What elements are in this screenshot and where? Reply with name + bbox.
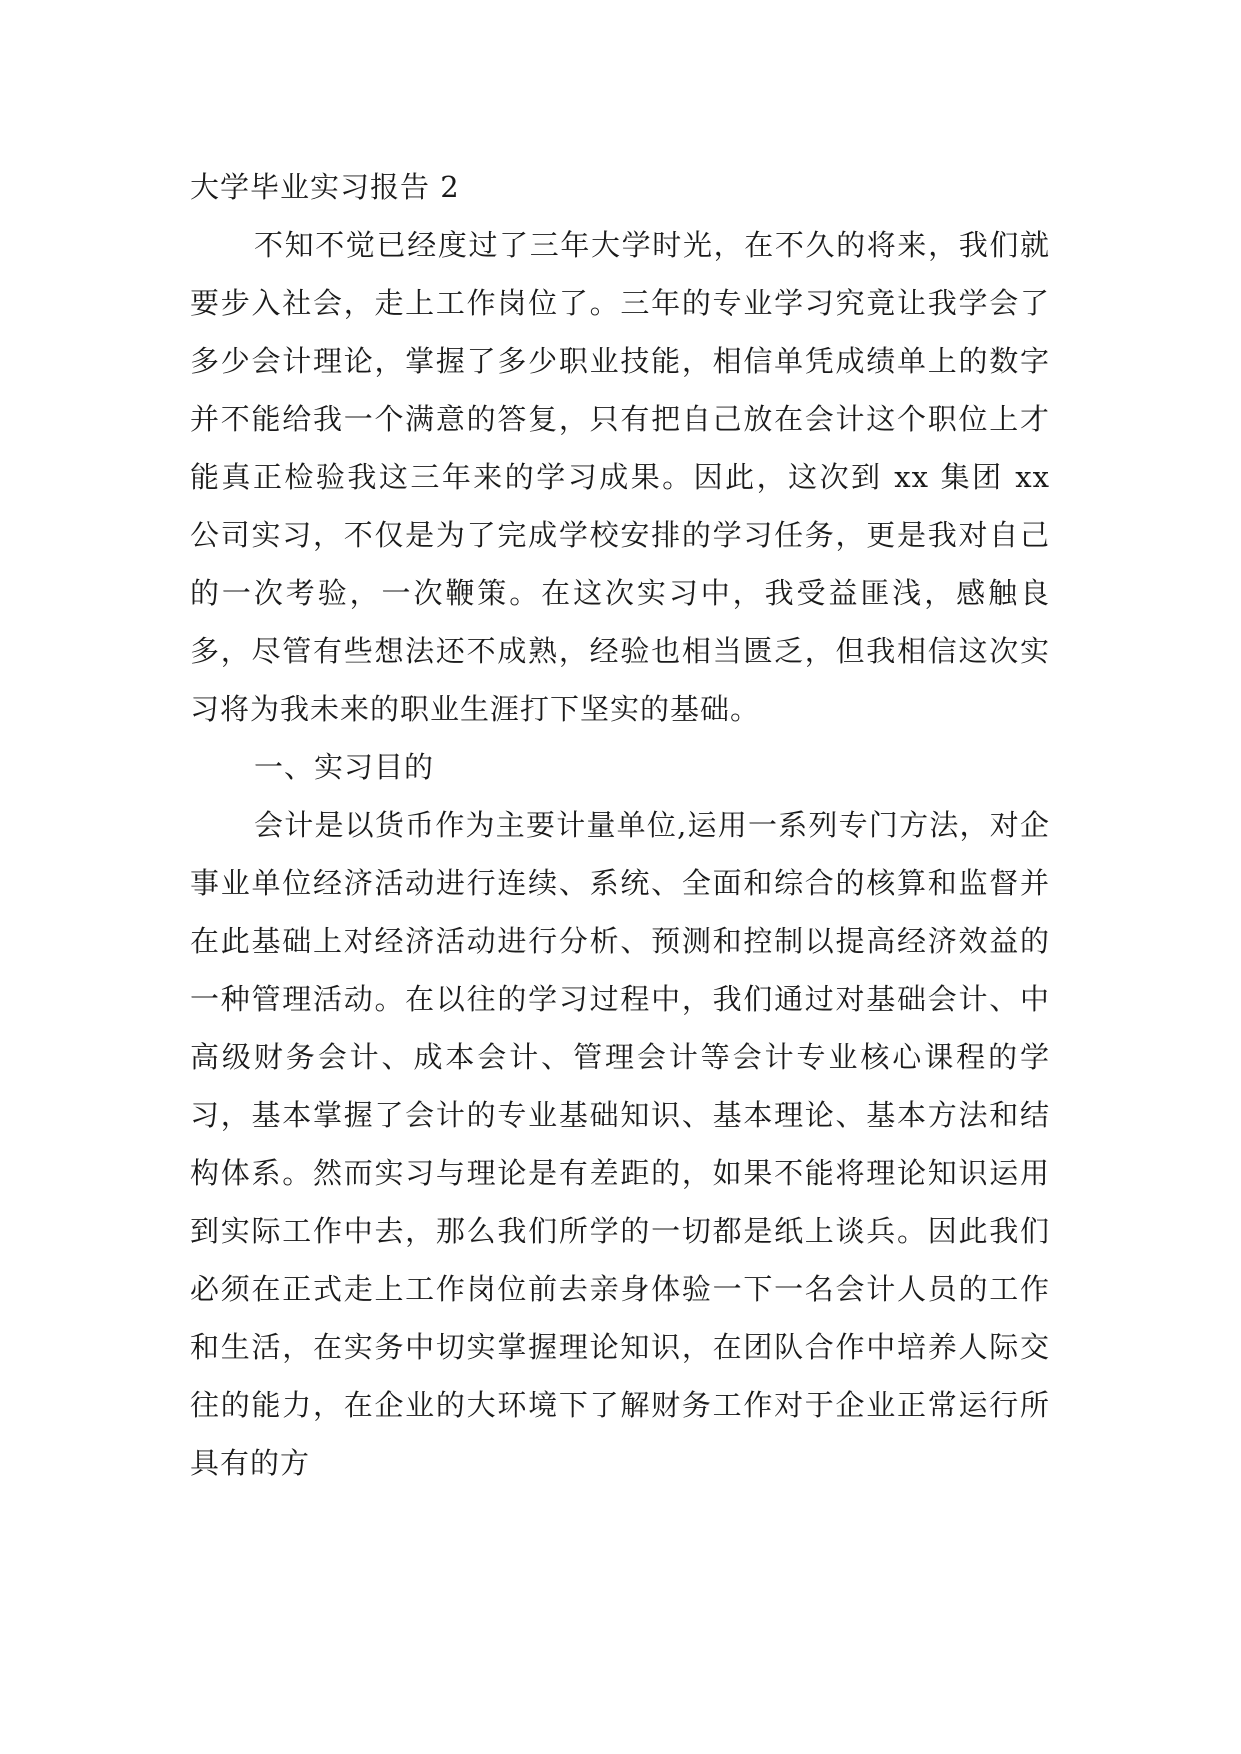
section-paragraph: 会计是以货币作为主要计量单位,运用一系列专门方法，对企事业单位经济活动进行连续、系统、全面和综合的核算和监督并在此基础上对经济活动进行分析、预测和控制以提高经济效益的一种管理活动。在以往的学习过程中，我们通过对基础会计、中高级财务会计、成本会计、管理会计等会计专业核心课程的学习，基本掌握了会计的专业基础知识、基本理论、基本方法和结构体系。然而实习与理论是有差距的，如果不能将理论知识运用到实际工作中去，那么我们所学的一切都是纸上谈兵。因此我们必须在正式走上工作岗位前去亲身体验一下一名会计人员的工作和生活，在实务中切实掌握理论知识，在团队合作中培养人际交往的能力，在企业的大环境下了解财务工作对于企业正常运行所具有的方 (190, 808, 1050, 1480)
document-body (190, 158, 1050, 1492)
section-heading: 一、实习目的 (254, 750, 435, 784)
intro-paragraph: 不知不觉已经度过了三年大学时光，在不久的将来，我们就要步入社会，走上工作岗位了。三年的专业学习究竟让我学会了多少会计理论，掌握了多少职业技能，相信单凭成绩单上的数字并不能给我一个满意的答复，只有把自己放在会计这个职位上才能真正检验我这三年来的学习成果。因此，这次到 xx 集团 xx 公司实习，不仅是为了完成学校安排的学习任务，更是我对自己的一次考验，一次鞭策。在这次实习中，我受益匪浅，感触良多，尽管有些想法还不成熟，经验也相当匮乏，但我相信这次实习将为我未来的职业生涯打下坚实的基础。 (190, 228, 1050, 726)
document-title: 大学毕业实习报告 2 (190, 170, 460, 204)
